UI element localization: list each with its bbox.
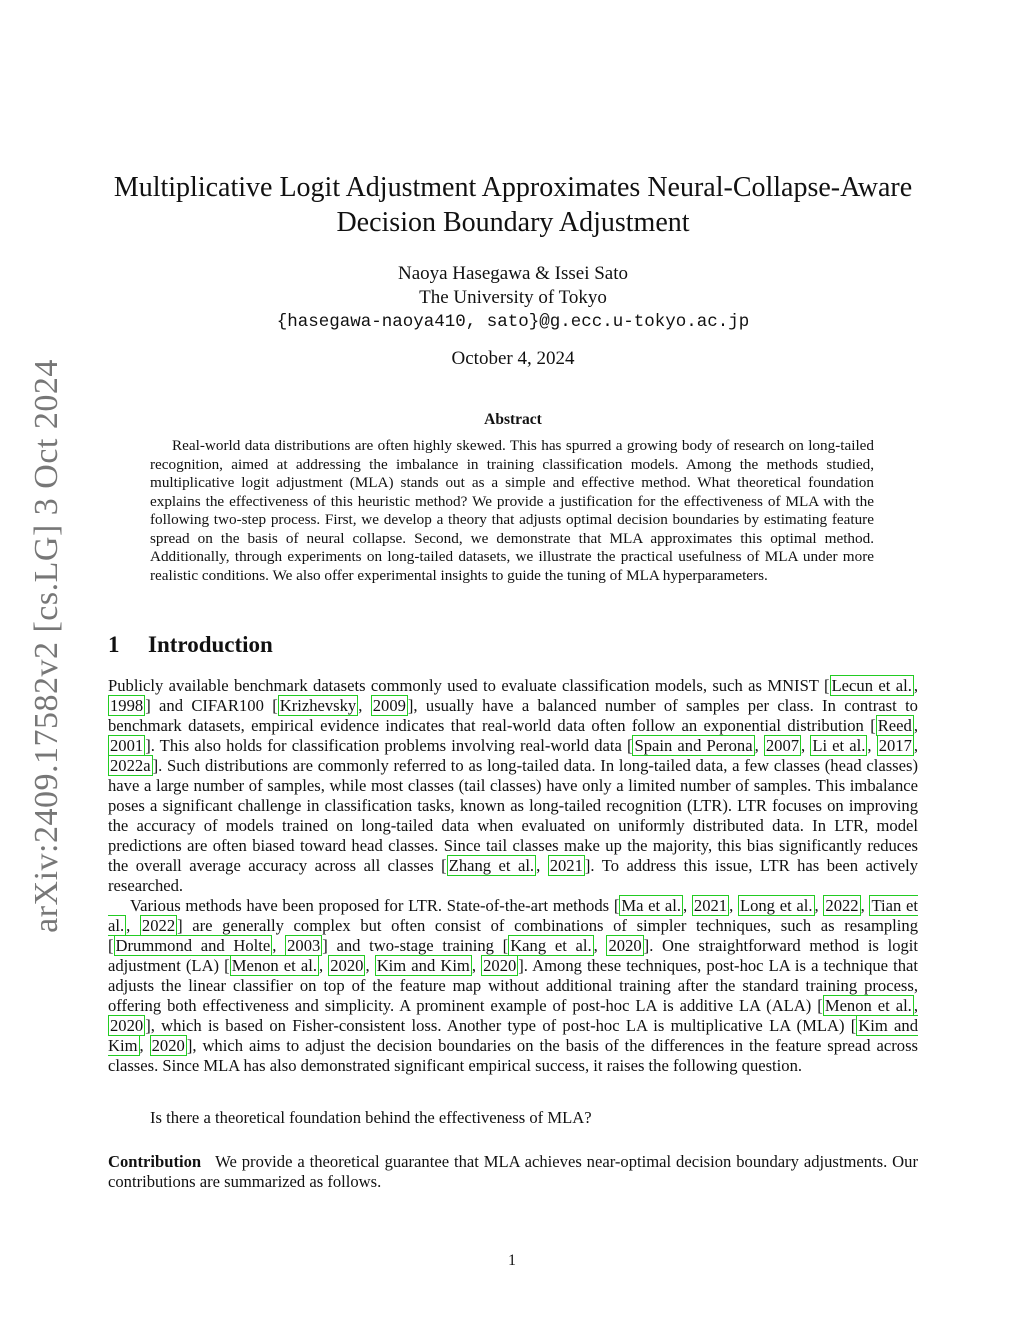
abstract-heading: Abstract [484, 411, 542, 428]
text-run: , [365, 956, 375, 975]
text-run: Various methods have been proposed for LTR. State-of-the-art methods [ [130, 896, 620, 915]
citation-link[interactable]: Kim and Kim [376, 956, 470, 975]
citation-link[interactable]: Li et al. [812, 736, 866, 755]
text-run: ], usually have a balanced number of samples per class. In contrast to benchmark datasets, empirical evidence indicates that real-world data often follow an exponential distribution [ [108, 696, 918, 735]
affiliation: The University of Tokyo [419, 287, 607, 308]
citation-link[interactable]: 2021 [549, 856, 583, 875]
citation-link[interactable]: Ma et al. [621, 896, 682, 915]
text-run: , [358, 696, 371, 715]
citation-link[interactable]: 2001 [110, 736, 144, 755]
citation-link[interactable]: Kang et al. [510, 936, 592, 955]
publication-date: October 4, 2024 [451, 348, 575, 369]
text-run: , [126, 916, 140, 935]
citation-link[interactable]: Lecun et al. [831, 676, 912, 695]
text-run: , [860, 896, 870, 915]
citation-link[interactable]: Reed [877, 716, 912, 735]
intro-paragraph-2 [108, 896, 918, 1076]
section-number: 1 [108, 632, 120, 657]
text-run: ]. To address this issue, LTR has been actively researched. [108, 856, 918, 895]
arxiv-sidebar [18, 359, 76, 933]
text-run: , [139, 1036, 150, 1055]
text-run: , [814, 896, 824, 915]
text-run: ]. Such distributions are commonly referred to as long-tailed data. In long-tailed data, a few classes (head classes) have a large number of samples, while most classes (tail classes) have only a limited number of samples. This imbalance poses a significant challenge in classification tasks, known as long-tailed recognition (LTR). LTR focuses on improving the accuracy of models trained on long-tailed data when evaluated on uniformly distributed data. In LTR, model predictions are often biased toward head classes. Since tail classes make up the majority, this bias significantly reduces the overall average accuracy across all classes [ [108, 756, 918, 875]
page-number: 1 [508, 1252, 516, 1269]
text-run: Publicly available benchmark datasets commonly used to evaluate classification models, such as MNIST [ [108, 676, 830, 695]
citation-link[interactable]: Menon et al. [231, 956, 317, 975]
text-run: , [272, 936, 286, 955]
citation-link[interactable]: 2009 [372, 696, 406, 715]
text-run: , [729, 896, 738, 915]
contribution-heading: Contribution [108, 1152, 202, 1171]
text-run: , [913, 716, 918, 735]
citation-link[interactable]: Tian et al. [108, 896, 918, 935]
text-run: ] are generally complex but often consist of combinations of simpler techniques, such as resampling [ [108, 916, 918, 955]
contribution-paragraph [108, 1152, 918, 1192]
text-run: ]. One straightforward method is logit adjustment (LA) [ [108, 936, 919, 975]
intro-paragraph-1 [108, 676, 918, 896]
text-run: , [801, 736, 811, 755]
citation-link[interactable]: 2017 [878, 736, 912, 755]
citation-link[interactable]: Drummond and Holte [115, 936, 271, 955]
contribution-text: We provide a theoretical guarantee that MLA achieves near-optimal decision boundary adjustments. Our contributions are summarized as follows. [108, 1152, 918, 1191]
text-run: , [867, 736, 877, 755]
text-run: , [913, 996, 918, 1015]
citation-link[interactable]: 2022a [110, 756, 151, 775]
text-run: ], which is based on Fisher-consistent loss. Another type of post-hoc LA is multiplicative LA (MLA) [ [145, 1016, 857, 1035]
paper-title [98, 170, 928, 240]
text-run: , [593, 936, 607, 955]
text-run: , [913, 736, 919, 755]
citation-link[interactable]: 2007 [765, 736, 800, 755]
research-question: Is there a theoretical foundation behind the effectiveness of MLA? [150, 1108, 592, 1127]
text-run: , [913, 676, 919, 695]
title-line-1: Multiplicative Logit Adjustment Approximates Neural-Collapse-Aware [113, 172, 913, 203]
citation-link[interactable]: 2020 [330, 956, 364, 975]
text-run: , [319, 956, 329, 975]
arxiv-identifier: arXiv:2409.17582v2 [cs.LG] 3 Oct 2024 [28, 359, 65, 933]
text-run: ], which aims to adjust the decision boundaries on the basis of the differences in the feature spread across classes. Since MLA has also demonstrated significant empirical success, it raises the following question. [108, 1036, 918, 1075]
citation-link[interactable]: Krizhevsky [279, 696, 357, 715]
abstract-text: Real-world data distributions are often highly skewed. This has spurred a growing body of research on long-tailed recognition, aimed at addressing the imbalance in training classification models. Among the methods studied, multiplicative logit adjustment (MLA) stands out as a simple and effective method. What theoretical foundation explains the effectiveness of this heuristic method? We provide a justification for the effectiveness of MLA with the following two-step process. First, we develop a theory that adjusts optimal decision boundaries by estimating feature spread on the basis of neural collapse. Second, we demonstrate that MLA approximates this optimal method. Additionally, through experiments on long-tailed datasets, we illustrate the practical usefulness of MLA under more realistic conditions. We also offer experimental insights to guide the tuning of MLA hyperparameters. [150, 437, 874, 584]
author-names: Naoya Hasegawa & Issei Sato [397, 263, 629, 284]
citation-link[interactable]: 2020 [151, 1036, 185, 1055]
citation-link[interactable]: Kim and Kim [108, 1016, 918, 1055]
text-run: ]. Among these techniques, post-hoc LA is a technique that adjusts the linear classifier on top of the feature map without additional training after the standard training process, offering both effectiveness and simplicity. A prominent example of post-hoc LA is additive LA (ALA) [ [108, 956, 919, 1015]
citation-link[interactable]: 1998 [110, 696, 144, 715]
citation-link[interactable]: 2022 [141, 916, 176, 935]
citation-link[interactable]: Long et al. [739, 896, 813, 915]
citation-link[interactable]: Spain and Perona [634, 736, 753, 755]
citation-link[interactable]: Zhang et al. [448, 856, 535, 875]
title-line-2: Decision Boundary Adjustment [336, 207, 690, 238]
text-run: , [754, 736, 764, 755]
citation-link[interactable]: 2020 [483, 956, 517, 975]
text-run: ] and CIFAR100 [ [145, 696, 278, 715]
text-run: ]. This also holds for classification problems involving real-world data [ [145, 736, 633, 755]
section-title: Introduction [148, 632, 273, 657]
section-heading-introduction [108, 632, 918, 658]
citation-link[interactable]: 2021 [693, 896, 728, 915]
text-run: , [683, 896, 692, 915]
citation-link[interactable]: 2020 [608, 936, 642, 955]
text-run: , [471, 956, 482, 975]
text-run: , [536, 856, 548, 875]
author-email: {hasegawa-naoya410, sato}@g.ecc.u-tokyo.ac.jp [276, 312, 750, 332]
author-block [98, 262, 928, 334]
citation-link[interactable]: 2003 [287, 936, 321, 955]
citation-link[interactable]: 2020 [110, 1016, 144, 1035]
citation-link[interactable]: Menon et al. [824, 996, 912, 1015]
citation-link[interactable]: 2022 [825, 896, 859, 915]
text-run: ] and two-stage training [ [322, 936, 509, 955]
